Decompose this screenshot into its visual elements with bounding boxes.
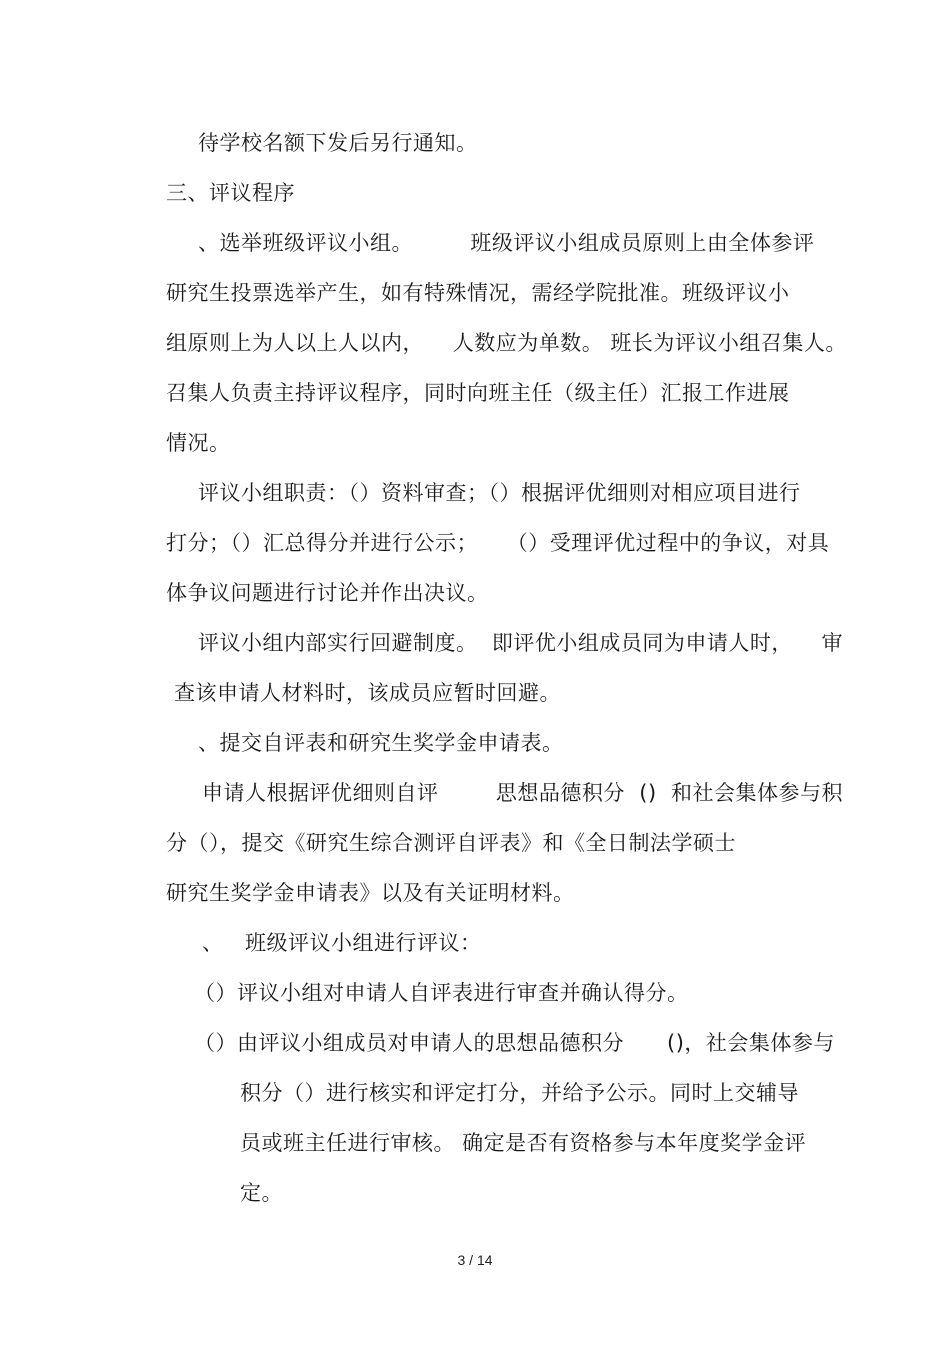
text-line: 、选举班级评议小组。 班级评议小组成员原则上由全体参评 bbox=[198, 231, 815, 255]
text-line: 待学校名额下发后另行通知。 bbox=[198, 131, 478, 155]
text-line: 、提交自评表和研究生奖学金申请表。 bbox=[198, 731, 564, 755]
text-line: 情况。 bbox=[166, 431, 231, 455]
section-heading: 三、评议程序 bbox=[166, 181, 295, 205]
text-line: 研究生奖学金申请表》以及有关证明材料。 bbox=[166, 881, 575, 905]
text-line: 评议小组内部实行回避制度。 即评优小组成员同为申请人时， 审 bbox=[198, 631, 844, 655]
list-item: （）由评议小组成员对申请人的思想品德积分 ()，社会集体参与 bbox=[194, 1031, 835, 1055]
text-line: 分（），提交《研究生综合测评自评表》和《全日制法学硕士 bbox=[166, 831, 736, 855]
text-line: 查该申请人材料时，该成员应暂时回避。 bbox=[174, 681, 561, 705]
text-line: 积分（）进行核实和评定打分，并给予公示。同时上交辅导 bbox=[240, 1081, 799, 1105]
text-line: 定。 bbox=[240, 1181, 283, 1205]
text-line: 申请人根据评优细则自评 思想品德积分 () 和社会集体参与积 bbox=[202, 781, 843, 805]
text-line: 、 班级评议小组进行评议： bbox=[202, 931, 482, 955]
text-line: 打分；（）汇总得分并进行公示； （）受理评优过程中的争议，对具 bbox=[166, 531, 830, 555]
text-line: 研究生投票选举产生，如有特殊情况，需经学院批准。班级评议小 bbox=[166, 281, 790, 305]
text-line: 召集人负责主持评议程序，同时向班主任（级主任）汇报工作进展 bbox=[166, 381, 790, 405]
text-line: 组原则上为人以上人以内， 人数应为单数。 班长为评议小组召集人。 bbox=[166, 331, 847, 355]
text-line: 体争议问题进行讨论并作出决议。 bbox=[166, 581, 489, 605]
text-line: 员或班主任进行审核。 确定是否有资格参与本年度奖学金评 bbox=[240, 1131, 807, 1155]
page-number: 3 / 14 bbox=[457, 1252, 493, 1268]
list-item: （）评议小组对申请人自评表进行审查并确认得分。 bbox=[194, 981, 689, 1005]
text-line: 评议小组职责：（）资料审查；（）根据评优细则对相应项目进行 bbox=[198, 481, 801, 505]
